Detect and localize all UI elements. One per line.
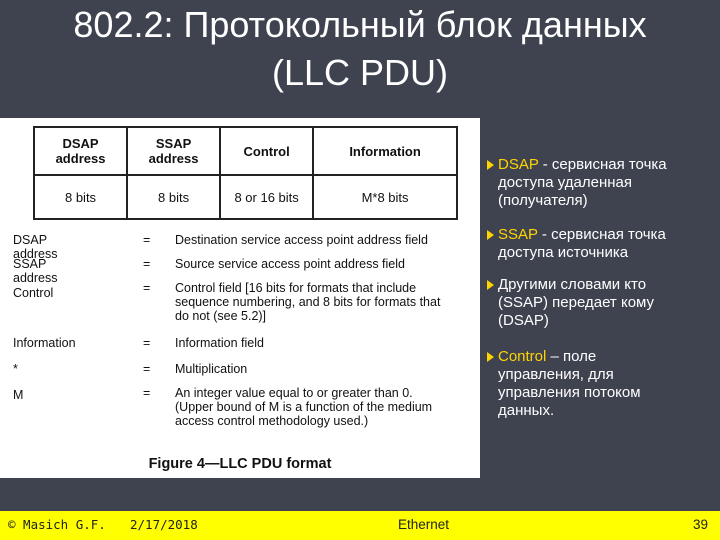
def-desc: Destination service access point address field [175, 233, 428, 247]
pdu-header-ssap [127, 127, 220, 175]
pdu-header-row [34, 127, 457, 175]
note-text: управления, для [498, 366, 614, 383]
pdu-header-information [313, 127, 457, 175]
def-equals: = [143, 257, 151, 271]
footer-date: 2/17/2018 [130, 517, 198, 532]
slide-footer [0, 511, 720, 540]
def-desc: Source service access point address field [175, 257, 405, 271]
note-text: Другими словами кто [498, 276, 647, 293]
header-line: SSAP [155, 136, 192, 151]
bullet-arrow-icon [487, 352, 494, 362]
pdu-size-ssap: 8 bits [127, 175, 220, 219]
note-control [498, 348, 716, 420]
bullet-arrow-icon [487, 280, 494, 290]
footer-author: © Masich G.F. [8, 517, 106, 532]
note-text: управления потоком [498, 384, 641, 401]
footer-topic: Ethernet [398, 517, 450, 532]
header-line: DSAP [62, 136, 99, 151]
slide-title-line2: (LLC PDU) [271, 52, 449, 93]
def-equals: = [143, 362, 151, 376]
pdu-format-table [33, 126, 458, 220]
note-other-words [498, 276, 716, 330]
note-text: доступа источника [498, 244, 629, 261]
def-desc: Multiplication [175, 362, 248, 376]
def-desc-line1: Control field [16 bits for formats that include [175, 281, 417, 295]
note-text: - сервисная точка [538, 156, 667, 173]
def-desc-line3: do not (see 5.2)] [175, 309, 267, 323]
note-highlight: SSAP [498, 226, 538, 243]
note-text: доступа удаленная [498, 174, 632, 191]
note-highlight: Control [498, 348, 547, 365]
footer-page-number: 39 [693, 517, 709, 532]
bullet-arrow-icon [487, 230, 494, 240]
def-term: SSAP address [13, 257, 58, 285]
def-term: DSAP address [13, 233, 58, 261]
def-term: * [13, 362, 18, 376]
llc-pdu-figure [0, 118, 480, 478]
pdu-size-dsap: 8 bits [34, 175, 127, 219]
bullet-arrow-icon [487, 160, 494, 170]
header-line: Control [243, 143, 290, 159]
def-desc: Information field [175, 336, 264, 350]
note-text: (SSAP) передает кому [498, 294, 655, 311]
def-desc-line3: access control methodology used.) [175, 414, 369, 428]
def-equals: = [143, 281, 151, 295]
def-desc-line1: An integer value equal to or greater than 0. [175, 386, 413, 400]
note-dsap [498, 156, 716, 210]
def-desc-line2: sequence numbering, and 8 bits for formats that [175, 295, 441, 309]
def-term: Information [13, 336, 76, 350]
def-term: M [13, 388, 24, 402]
pdu-size-control: 8 or 16 bits [220, 175, 313, 219]
pdu-header-dsap [34, 127, 127, 175]
def-equals: = [143, 233, 151, 247]
def-term: Control [13, 286, 54, 300]
def-equals: = [143, 386, 151, 400]
note-text: – поле [546, 348, 597, 365]
def-desc-line2: (Upper bound of M is a function of the medium [175, 400, 433, 414]
header-line: address [55, 151, 106, 166]
note-text: (получателя) [498, 192, 588, 209]
figure-caption: Figure 4—LLC PDU format [148, 456, 332, 472]
note-highlight: DSAP [498, 156, 539, 173]
note-text: данных. [498, 402, 555, 419]
def-equals: = [143, 336, 151, 350]
header-line: Information [349, 143, 421, 159]
pdu-header-control [220, 127, 313, 175]
header-line: address [148, 151, 199, 166]
pdu-size-row [34, 175, 457, 219]
pdu-size-information: M*8 bits [313, 175, 457, 219]
slide-title-line1: 802.2: Протокольный блок данных [73, 4, 647, 45]
note-text: (DSAP) [498, 312, 549, 329]
note-text: - сервисная точка [537, 226, 666, 243]
note-ssap [498, 226, 716, 262]
